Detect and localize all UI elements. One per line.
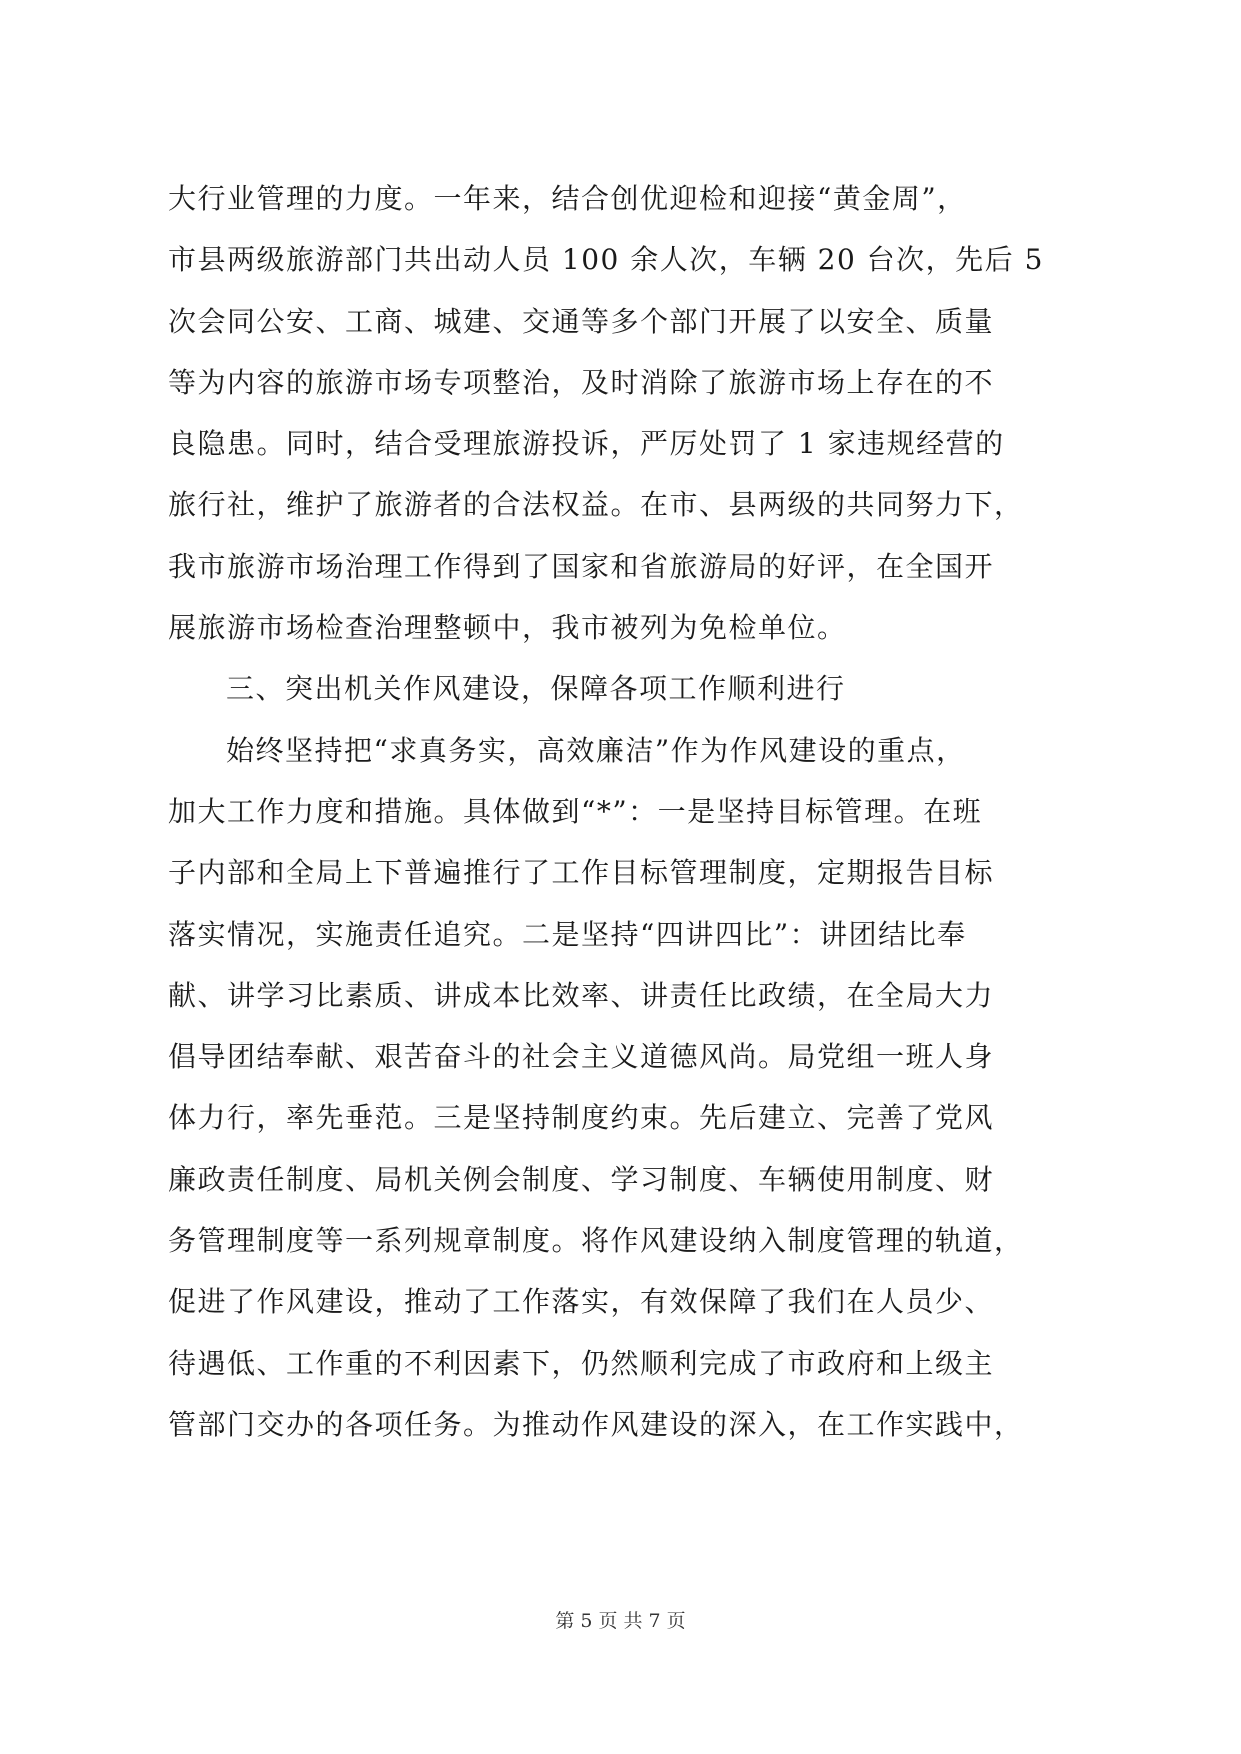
text-line: 旅行社，维护了旅游者的合法权益。在市、县两级的共同努力下， [168, 488, 1024, 522]
text-line: 体力行，率先垂范。三是坚持制度约束。先后建立、完善了党风 [168, 1101, 995, 1135]
text-line: 待遇低、工作重的不利因素下，仍然顺利完成了市政府和上级主 [168, 1346, 995, 1380]
text-line: 管部门交办的各项任务。为推动作风建设的深入，在工作实践中， [168, 1407, 1024, 1441]
text-line: 务管理制度等一系列规章制度。将作风建设纳入制度管理的轨道， [168, 1224, 1024, 1258]
text-line: 献、讲学习比素质、讲成本比效率、讲责任比政绩，在全局大力 [168, 978, 995, 1012]
text-line: 市县两级旅游部门共出动人员 100 余人次，车辆 20 台次，先后 5 [168, 243, 1044, 277]
text-line: 促进了作风建设，推动了工作落实，有效保障了我们在人员少、 [168, 1285, 995, 1319]
text-line: 加大工作力度和措施。具体做到“*”：一是坚持目标管理。在班 [168, 794, 983, 828]
text-line: 倡导团结奉献、艰苦奋斗的社会主义道德风尚。局党组一班人身 [168, 1040, 995, 1074]
text-line: 大行业管理的力度。一年来，结合创优迎检和迎接“黄金周”， [168, 182, 967, 215]
text-line: 良隐患。同时，结合受理旅游投诉，严厉处罚了 1 家违规经营的 [168, 427, 1005, 461]
page-footer: 第 5 页 共 7 页 [555, 1610, 686, 1632]
text-line: 落实情况，实施责任追究。二是坚持“四讲四比”：讲团结比奉 [168, 917, 967, 951]
section-heading: 三、突出机关作风建设，保障各项工作顺利进行 [226, 672, 846, 706]
text-line: 次会同公安、工商、城建、交通等多个部门开展了以安全、质量 [168, 304, 995, 338]
text-line: 等为内容的旅游市场专项整治，及时消除了旅游市场上存在的不 [168, 365, 995, 399]
text-line: 廉政责任制度、局机关例会制度、学习制度、车辆使用制度、财 [168, 1162, 995, 1196]
document-body [168, 168, 1083, 1455]
text-line: 我市旅游市场治理工作得到了国家和省旅游局的好评，在全国开 [168, 549, 995, 583]
text-line: 展旅游市场检查治理整顿中，我市被列为免检单位。 [168, 611, 847, 645]
paragraph-first-line: 始终坚持把“求真务实，高效廉洁”作为作风建设的重点， [226, 733, 966, 767]
text-line: 子内部和全局上下普遍推行了工作目标管理制度，定期报告目标 [168, 856, 995, 890]
